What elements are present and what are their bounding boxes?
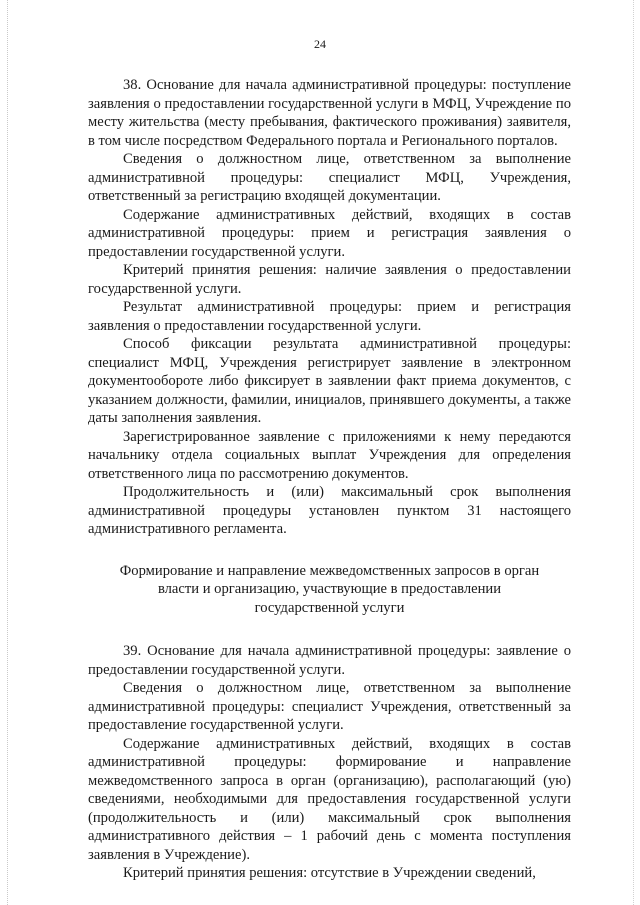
paragraph-actions-content: Содержание административных действий, входящих в состав административной процедуры: прием и регистрация заявления о предоставлении государственной услуги. [88, 206, 571, 260]
section-heading [96, 562, 563, 618]
paragraph-actions-content-2: Содержание административных действий, входящих в состав административной процедуры: формирование и направление межведомственного запроса в орган (организацию), располагающий (ую) сведениями, необходимыми для предоставления государственной услуги (продолжительность и (или) максимальный срок выполнения административного действия – 1 рабочий день с момента поступления заявления в Учреждение). [88, 735, 571, 863]
document-body [88, 76, 571, 883]
section-heading-line: государственной услуги [254, 599, 405, 616]
scan-edge-right [633, 0, 634, 905]
paragraph-39-basis: 39. Основание для начала административной процедуры: заявление о предоставлении государственной услуги. [88, 643, 571, 678]
paragraph-responsible-person: Сведения о должностном лице, ответственном за выполнение административной процедуры: специалист МФЦ, Учреждения, ответственный за регистрацию входящей документации. [88, 151, 571, 204]
paragraph-registered-application: Зарегистрированное заявление с приложениями к нему передаются начальнику отдела социальных выплат Учреждения для определения ответственного лица по рассмотрению документов. [88, 428, 571, 482]
section-heading-line: Формирование и направление межведомственных запросов в орган [119, 562, 540, 579]
section-heading-line: власти и организацию, участвующие в предоставлении [157, 581, 502, 597]
paragraph-decision-criterion-2: Критерий принятия решения: отсутствие в Учреждении сведений, [123, 865, 536, 881]
paragraph-duration: Продолжительность и (или) максимальный срок выполнения административной процедуры установлен пунктом 31 настоящего административного регламента. [88, 484, 571, 537]
paragraph-38-basis: 38. Основание для начала административной процедуры: поступление заявления о предоставлении государственной услуги в МФЦ, Учреждение по месту жительства (месту пребывания, фактического проживания) заявителя, в том числе посредством Федерального портала и Регионального порталов. [88, 77, 571, 149]
scan-edge-left [7, 0, 8, 905]
paragraph-fixation-method: Способ фиксации результата административной процедуры: специалист МФЦ, Учреждения регистрирует заявление в электронном документообороте либо фиксирует в заявлении факт приема документов, с указанием должности, фамилии, инициалов, принявшего документы, а также даты заполнения заявления. [88, 336, 571, 426]
page-number: 24 [314, 37, 326, 51]
paragraph-result: Результат административной процедуры: прием и регистрация заявления о предоставлении государственной услуги. [88, 299, 571, 334]
paragraph-decision-criterion: Критерий принятия решения: наличие заявления о предоставлении государственной услуги. [88, 262, 571, 297]
paragraph-responsible-person-2: Сведения о должностном лице, ответственном за выполнение административной процедуры: специалист Учреждения, ответственный за предоставление государственной услуги. [88, 680, 571, 733]
